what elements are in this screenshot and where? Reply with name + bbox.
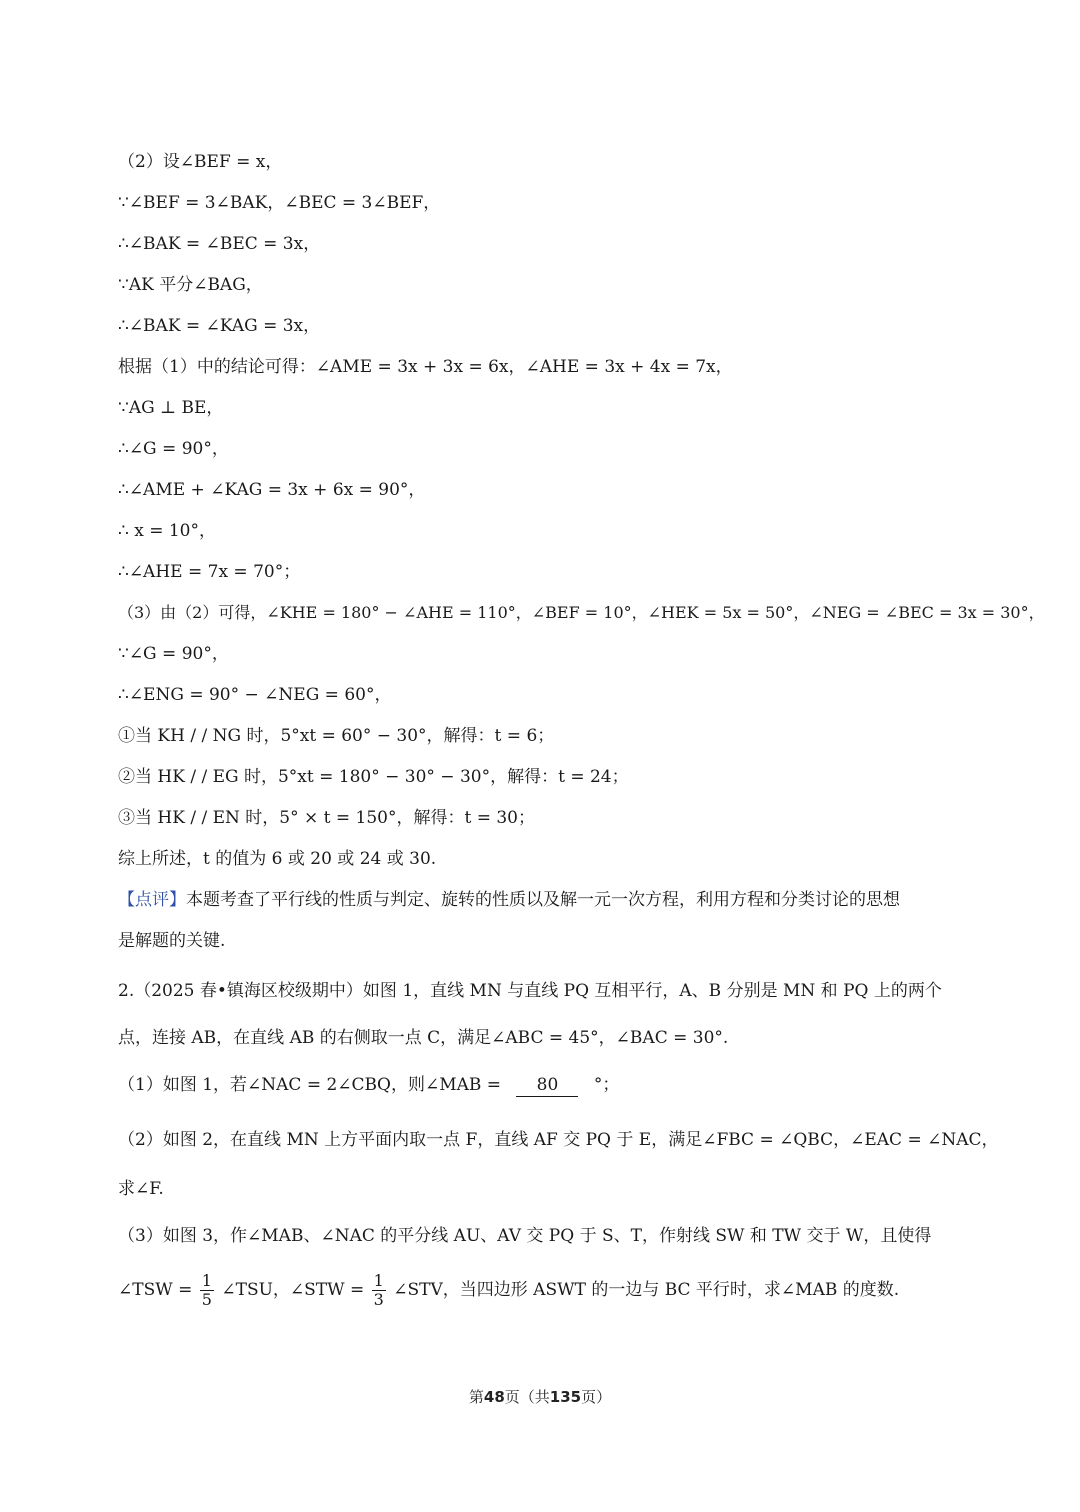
question-1-suffix: °； xyxy=(593,1075,620,1095)
solution-line: 根据（1）中的结论可得：∠AME = 3x + 3x = 6x，∠AHE = 3x + 4x = 7x， xyxy=(118,357,733,377)
solution-line: ∵∠BEF = 3∠BAK，∠BEC = 3∠BEF， xyxy=(118,193,441,213)
solution-line: ∵AK 平分∠BAG， xyxy=(118,275,263,295)
footer-prefix: 第 xyxy=(468,1388,484,1406)
solution-line: ∴∠BAK = ∠BEC = 3x， xyxy=(118,234,321,254)
comment-tag: 【点评】 xyxy=(118,890,186,910)
solution-line: ∴∠BAK = ∠KAG = 3x， xyxy=(118,316,321,336)
question-2-line: 求∠F. xyxy=(118,1179,164,1199)
question-1 xyxy=(118,1074,619,1097)
solution-line: （2）设∠BEF = x， xyxy=(118,152,283,172)
solution-line: ∵∠G = 90°， xyxy=(118,644,229,664)
fraction xyxy=(372,1272,386,1309)
problem-intro-line: 2.（2025 春•镇海区校级期中）如图 1，直线 MN 与直线 PQ 互相平行，A、B 分别是 MN 和 PQ 上的两个 xyxy=(118,981,942,1001)
fraction xyxy=(200,1272,214,1309)
fraction-numerator: 1 xyxy=(201,1271,212,1290)
page-total: 135 xyxy=(549,1388,582,1406)
comment-text: 本题考查了平行线的性质与判定、旋转的性质以及解一元一次方程，利用方程和分类讨论的思想 xyxy=(186,890,900,910)
fraction-denominator: 3 xyxy=(373,1290,384,1309)
question-3-formula-line xyxy=(118,1268,899,1312)
solution-line: ∴∠AME + ∠KAG = 3x + 6x = 90°， xyxy=(118,480,426,500)
page-number: 48 xyxy=(483,1388,505,1406)
question-3-line: （3）如图 3，作∠MAB、∠NAC 的平分线 AU、AV 交 PQ 于 S、T，作射线 SW 和 TW 交于 W，且使得 xyxy=(118,1226,932,1246)
solution-line: ∴∠G = 90°， xyxy=(118,439,229,459)
fraction-denominator: 5 xyxy=(201,1290,212,1309)
page-footer xyxy=(0,1386,1080,1407)
answer-blank: 80 xyxy=(516,1074,578,1097)
solution-line: ∵AG ⊥ BE， xyxy=(118,398,224,418)
comment-line xyxy=(118,889,900,911)
problem-intro-line: 点，连接 AB，在直线 AB 的右侧取一点 C，满足∠ABC = 45°，∠BAC = 30°. xyxy=(118,1028,729,1048)
solution-line: ②当 HK / / EG 时，5°xt = 180° − 30° − 30°，解得：t = 24； xyxy=(118,767,629,787)
formula-part: ∠STV，当四边形 ASWT 的一边与 BC 平行时，求∠MAB 的度数. xyxy=(393,1280,900,1300)
footer-middle: 页（共 xyxy=(504,1388,550,1406)
solution-line: ∴ x = 10°， xyxy=(118,521,216,541)
solution-line: 综上所述，t 的值为 6 或 20 或 24 或 30. xyxy=(118,849,437,869)
solution-line: （3）由（2）可得，∠KHE = 180° − ∠AHE = 110°，∠BEF = 10°，∠HEK = 5x = 50°，∠NEG = ∠BEC = 3x = 30°， xyxy=(118,603,1045,622)
formula-part: ∠TSU，∠STW = xyxy=(221,1280,365,1300)
solution-line: ∴∠AHE = 7x = 70°； xyxy=(118,562,301,582)
solution-line: ∴∠ENG = 90° − ∠NEG = 60°， xyxy=(118,685,392,705)
footer-suffix: 页） xyxy=(581,1388,612,1406)
fraction-numerator: 1 xyxy=(373,1271,384,1290)
question-1-text: （1）如图 1，若∠NAC = 2∠CBQ，则∠MAB = xyxy=(118,1075,502,1095)
formula-part: ∠TSW = xyxy=(118,1280,193,1300)
solution-line: ③当 HK / / EN 时，5° × t = 150°，解得：t = 30； xyxy=(118,808,535,828)
solution-line: ①当 KH / / NG 时，5°xt = 60° − 30°，解得：t = 6； xyxy=(118,726,555,746)
question-2-line: （2）如图 2，在直线 MN 上方平面内取一点 F，直线 AF 交 PQ 于 E，满足∠FBC = ∠QBC，∠EAC = ∠NAC， xyxy=(118,1130,999,1150)
comment-line-2: 是解题的关键. xyxy=(118,931,226,951)
